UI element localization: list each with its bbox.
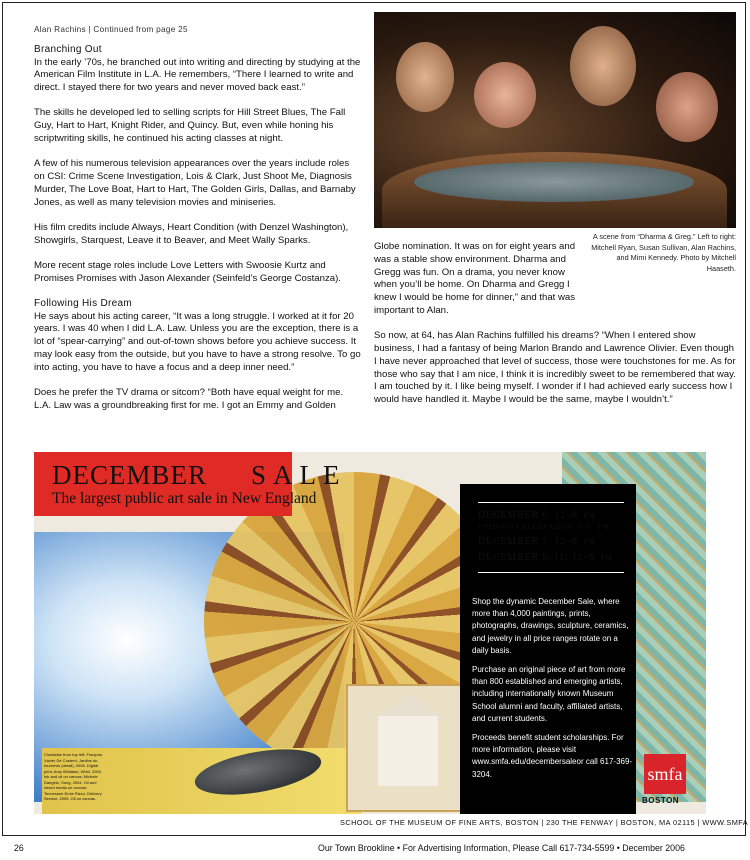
date-row: DECEMBER 8–11, 12–6 PM [478,552,613,563]
photo-caption: A scene from “Dharma & Greg.” Left to right: Mitchell Ryan, Susan Sullivan, Alan Rachins, and Mimi Kennedy. Photo by Mitchell Haaseth. [591,232,736,273]
paragraph: So now, at 64, has Alan Rachins fulfilled his dreams? “When I entered show business, I had a fantasy of being Marlon Brando and Lawrence Olivier. Even though I have never approached that level of success, those were touchstones for me. As for those who say that I am nice, I think it is incredibly sweet to be remembered that way. I am touched by it. I like being myself. I wonder if I had achieved early success how I would have handled it. Maybe I would be the same, maybe I wouldn’t.” [374,330,736,406]
paragraph: His film credits include Always, Heart Condition (with Denzel Washington), Showgirls, Starquest, Leave it to Beaver, and Meet Wally Sparks. [34,221,349,246]
photo-person [396,42,454,112]
house-artwork [346,684,470,812]
paragraph: In the early ’70s, he branched out into writing and directing by studying at the American Film Institute in L.A. He remembers, “There I learned to write and direct. I stayed there for two years and never moved back east.” [34,56,361,94]
article-left-column [34,24,362,425]
date-row: DECEMBER 7, 12–8 PM [478,536,596,547]
paragraph: The skills he developed led to selling scripts for Hill Street Blues, The Fall Guy, Hart to Hart, Knight Rider, and Quincy. But, even while honing his scriptwriting skills, he continued his acting classes at night. [34,107,346,144]
ad-subtitle: The largest public art sale in New England [52,490,317,507]
paragraph: He says about his acting career, “It was a long struggle. I worked at it for 20 years. I was 40 when I did L.A. Law. Unless you are the exception, there is a lot of “spear-carrying” and out-of-town shows before you achieve success. It may look easy from the outside, but you have to have a strong resolve. To go into acting, you have to have a focus and a deep inner need.” [34,310,361,373]
ad-paragraph: Proceeds benefit student scholarships. For more information, please visit www.smfa.edu/decembersaleor call 617-369-3204. [472,733,633,779]
ad-paragraph: Purchase an original piece of art from more than 800 established and emerging artists, including internationally known Museum School alumni and faculty, affiliated artists, and current students. [472,665,626,723]
paragraph: Globe nomination. It was on for eight years and was a stable show environment. Dharma and Gregg was fun. On a drama, you never know when you’ll be home. On Dharma and Gregg I knew I would be home for dinner,” and that was important to Alan. [374,241,576,316]
smfa-logo: smfa [644,754,686,794]
photo-person [656,72,718,142]
ad-body [472,596,636,788]
page-number: 26 [14,843,24,853]
ad-title-word: SALE [251,460,347,490]
photo-person [570,26,636,106]
ad-title [52,460,347,491]
paragraph: More recent stage roles include Love Letters with Swoosie Kurtz and Promises Promises with Jason Alexander (Seinfeld’s George Costanza). [34,259,341,284]
paragraph: Does he prefer the TV drama or sitcom? “Both have equal weight for me. L.A. Law was a groundbreaking first for me. I got an Emmy and Golden [34,386,344,411]
photo-person [474,62,536,128]
ad-title-word: DECEMBER [52,460,208,490]
sale-dates [478,502,624,573]
house-body [378,716,438,786]
ad-footer: SCHOOL OF THE MUSEUM OF FINE ARTS, BOSTON | 230 THE FENWAY | BOSTON, MA 02115 | WWW.SMFA [340,818,749,827]
smfa-advertisement [34,452,749,832]
article-right-column [374,241,736,419]
hot-tub-photo [374,12,736,228]
ad-paragraph: Shop the dynamic December Sale, where more than 4,000 paintings, prints, photographs, drawings, sculpture, ceramics, and jewelry in all price ranges rotate on a daily basis. [472,597,629,655]
date-row: OPENING CELEBRATION: 5–8 PM [478,523,610,531]
section-heading-following-his-dream: Following His Dream [34,297,132,309]
page-footer: Our Town Brookline • For Advertising Information, Please Call 617-734-5599 • December 2006 [318,843,685,853]
date-row: DECEMBER 6, 12–8 PM [478,510,596,521]
smfa-logo-city: BOSTON [642,796,680,805]
photo-water [414,162,694,202]
paragraph: A few of his numerous television appearances over the years include roles on CSI: Crime Scene Investigation, Lois & Clark, Just Shoot Me, Diagnosis Murder, The Love Boat, Hart to Hart, The Golden Girls, Dallas, and Barnaby Jones, as well as many television movies and miniseries. [34,158,356,208]
byline: Alan Rachins | Continued from page 25 [34,25,188,34]
art-caption: Clockwise from top left: François-Xavier De Costerd, Jardins du tournevis (detail), 2006. Digital print; Amy Whitaker, Whirl, 2003. Ink and oil on canvas; Michele Dangelo, Song, 2004. Oil and mixed media on canvas; Tennessee Ernie Rizzo, Delivery Service, 2005. Oil on canvas. [44,752,104,801]
section-heading-branching-out: Branching Out [34,43,102,55]
